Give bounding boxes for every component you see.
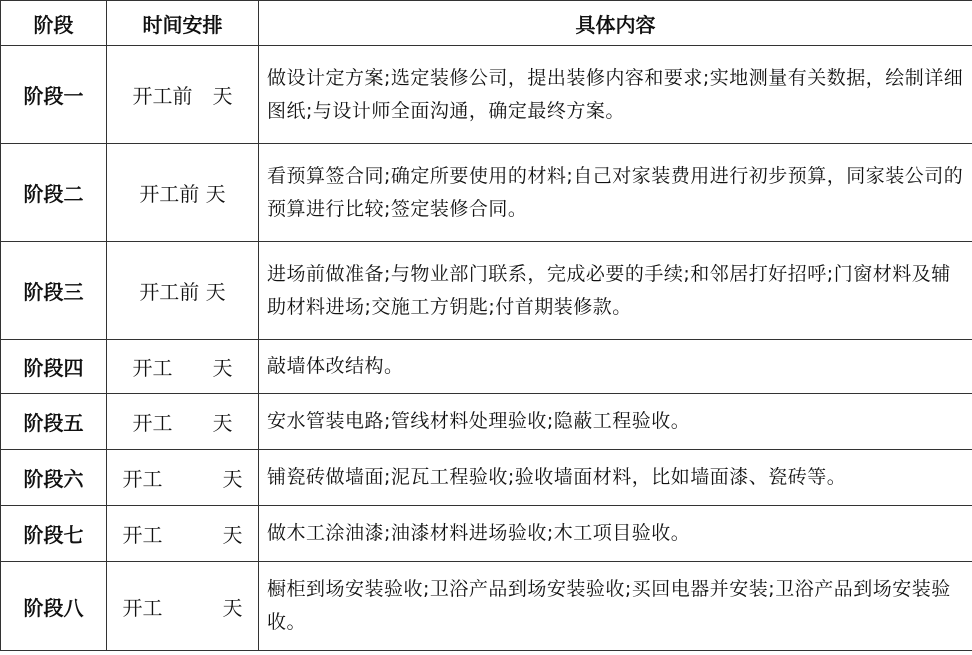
table-row [1,46,972,144]
table-row [1,144,972,242]
stage-cell: 阶段二 [1,144,107,242]
header-time: 时间安排 [107,1,259,46]
content-cell: 敲墙体改结构。 [259,340,972,394]
stage-cell: 阶段四 [1,340,107,394]
table-row [1,242,972,340]
time-cell: 开工 天 [107,450,259,506]
time-cell: 开工 天 [107,394,259,450]
content-cell: 橱柜到场安装验收;卫浴产品到场安装验收;买回电器并安装;卫浴产品到场安装验收。 [259,562,972,651]
time-cell: 开工 天 [107,506,259,562]
content-cell: 做设计定方案;选定装修公司，提出装修内容和要求;实地测量有关数据，绘制详细图纸;与设计师全面沟通，确定最终方案。 [259,46,972,144]
table-row [1,562,972,651]
stage-cell: 阶段六 [1,450,107,506]
stage-cell: 阶段七 [1,506,107,562]
time-cell: 开工 天 [107,340,259,394]
time-cell: 开工 天 [107,562,259,651]
content-cell: 看预算签合同;确定所要使用的材料;自己对家装费用进行初步预算，同家装公司的预算进行比较;签定装修合同。 [259,144,972,242]
header-stage: 阶段 [1,1,107,46]
stage-cell: 阶段八 [1,562,107,651]
table-row [1,394,972,450]
header-row [1,1,972,46]
header-content: 具体内容 [259,1,972,46]
stage-cell: 阶段五 [1,394,107,450]
stage-cell: 阶段一 [1,46,107,144]
table-row [1,506,972,562]
stage-cell: 阶段三 [1,242,107,340]
content-cell: 铺瓷砖做墙面;泥瓦工程验收;验收墙面材料，比如墙面漆、瓷砖等。 [259,450,972,506]
time-cell: 开工前 天 [107,242,259,340]
content-cell: 做木工涂油漆;油漆材料进场验收;木工项目验收。 [259,506,972,562]
content-cell: 安水管装电路;管线材料处理验收;隐蔽工程验收。 [259,394,972,450]
table-row [1,340,972,394]
time-cell: 开工前 天 [107,46,259,144]
content-cell: 进场前做准备;与物业部门联系，完成必要的手续;和邻居打好招呼;门窗材料及辅助材料进场;交施工方钥匙;付首期装修款。 [259,242,972,340]
time-cell: 开工前 天 [107,144,259,242]
table-row [1,450,972,506]
